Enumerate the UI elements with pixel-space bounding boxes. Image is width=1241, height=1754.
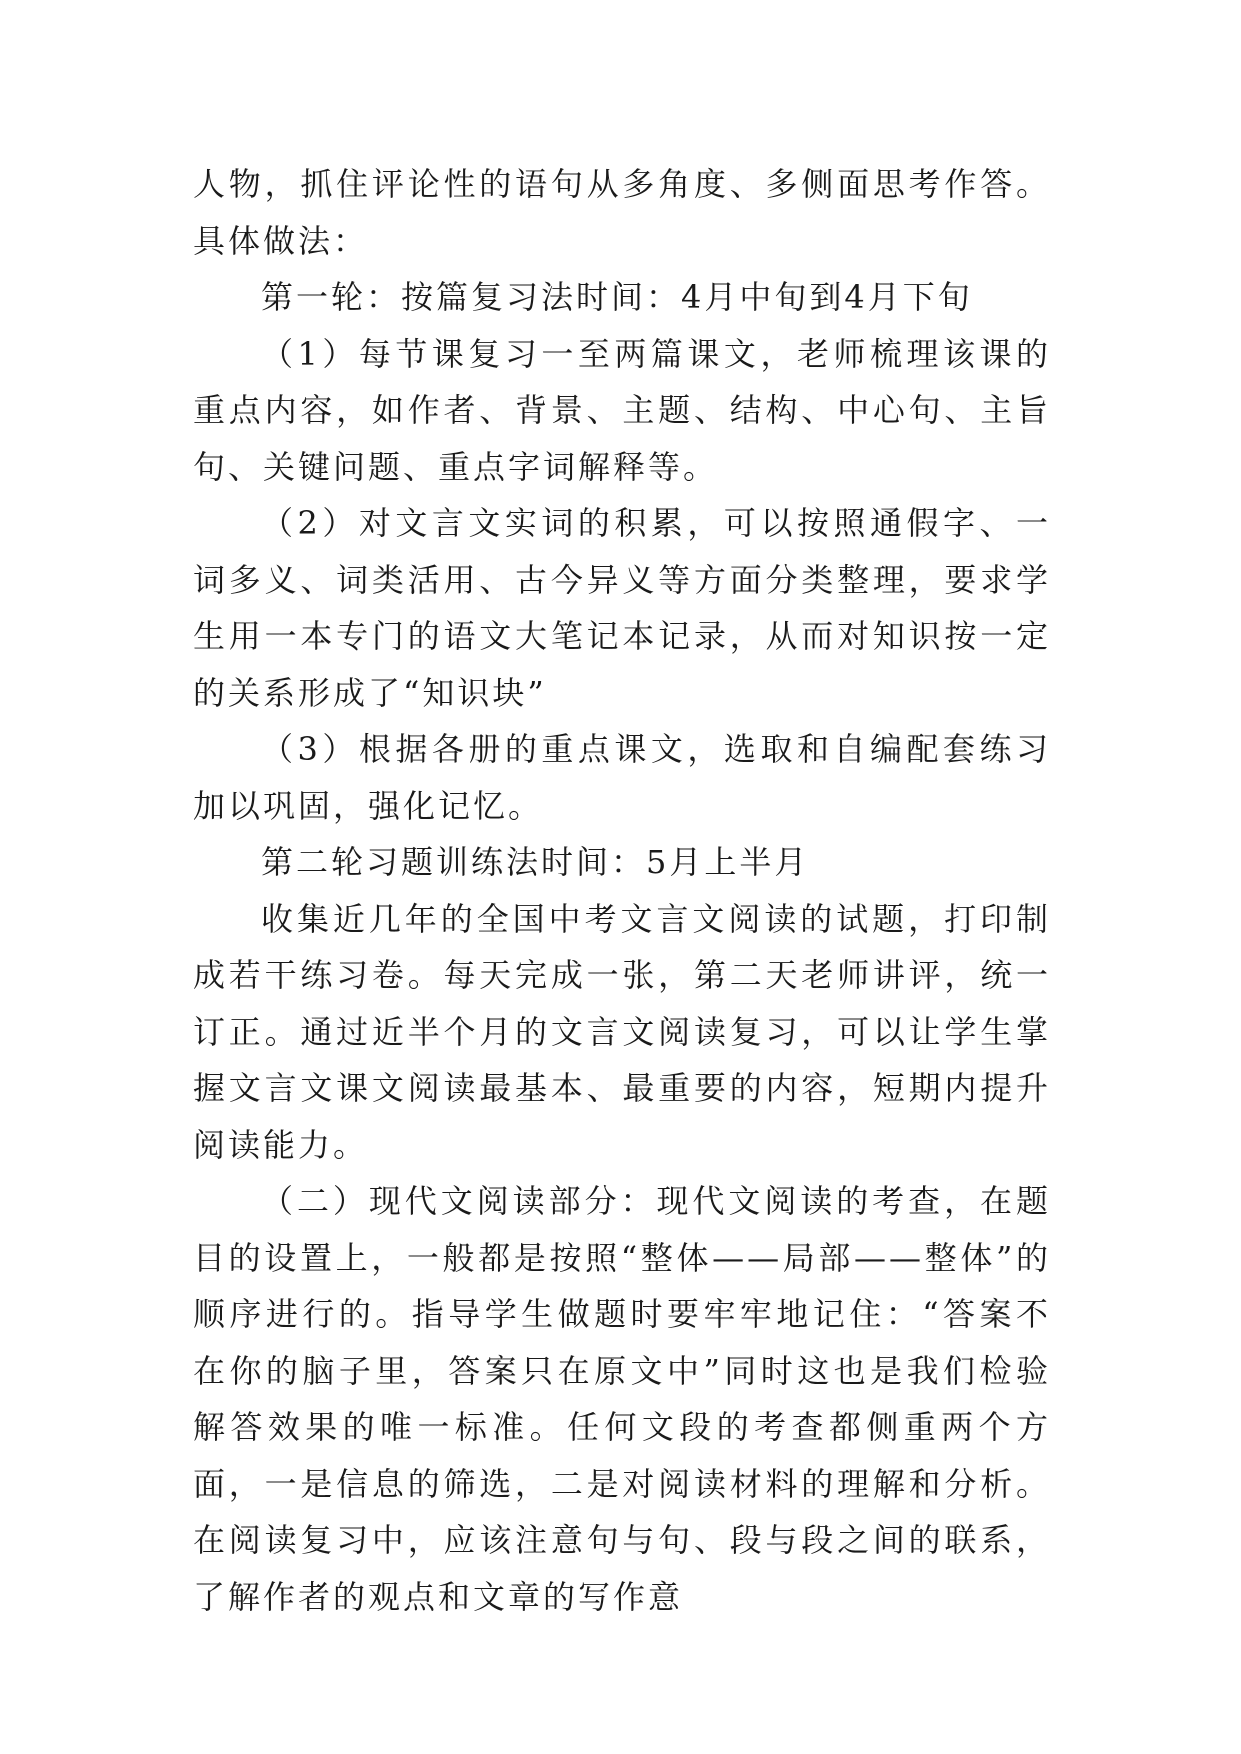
paragraph-1: 人物，抓住评论性的语句从多角度、多侧面思考作答。具体做法： [193,165,1051,260]
paragraph-8: （二）现代文阅读部分：现代文阅读的考查，在题目的设置上，一般都是按照“整体——局部——整体”的顺序进行的。指导学生做题时要牢牢地记住：“答案不在你的脑子里，答案只在原文中”同时这也是我们检验解答效果的唯一标准。任何文段的考查都侧重两个方面，一是信息的筛选，二是对阅读材料的理解和分析。在阅读复习中，应该注意句与句、段与段之间的联系，了解作者的观点和文章的写作意 [193,1182,1051,1616]
paragraph-7: 收集近几年的全国中考文言文阅读的试题，打印制成若干练习卷。每天完成一张，第二天老师讲评，统一订正。通过近半个月的文言文阅读复习，可以让学生掌握文言文课文阅读最基本、最重要的内容，短期内提升阅读能力。 [193,899,1051,1164]
paragraph-2: 第一轮：按篇复习法时间：4月中旬到4月下旬 [261,278,973,316]
paragraph-4: （2）对文言文实词的积累，可以按照通假字、一词多义、词类活用、古今异义等方面分类整理，要求学生用一本专门的语文大笔记本记录，从而对知识按一定的关系形成了“知识块” [193,504,1051,712]
paragraph-6: 第二轮习题训练法时间：5月上半月 [261,843,810,881]
paragraph-3: （1）每节课复习一至两篇课文，老师梳理该课的重点内容，如作者、背景、主题、结构、中心句、主旨句、关键问题、重点字词解释等。 [193,334,1051,486]
paragraph-5: （3）根据各册的重点课文，选取和自编配套练习加以巩固，强化记忆。 [193,730,1051,825]
document-body [193,156,1051,1625]
